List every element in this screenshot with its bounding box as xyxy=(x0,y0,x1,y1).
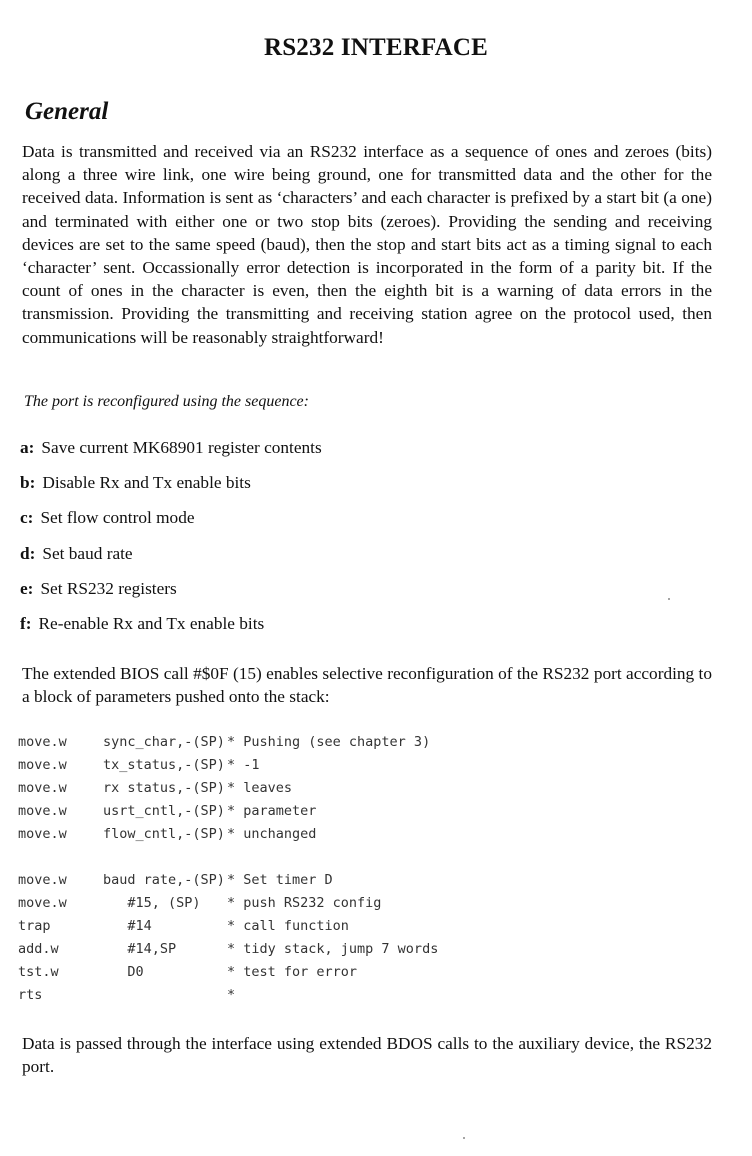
list-item xyxy=(20,506,322,541)
code-instr: add.w xyxy=(18,941,59,958)
code-operand: rx status,-(SP) xyxy=(103,780,225,797)
code-comment: * -1 xyxy=(227,757,260,774)
step-text: Set baud rate xyxy=(42,543,133,563)
sequence-intro: The port is reconfigured using the sequence: xyxy=(24,393,309,410)
code-operand: #15, (SP) xyxy=(103,895,201,912)
code-comment: * Set timer D xyxy=(227,872,333,888)
paragraph-bios-call: The extended BIOS call #$0F (15) enables selective reconfiguration of the RS232 port according to a block of parameters pushed onto the stack: xyxy=(22,664,712,707)
code-instr: move.w xyxy=(18,757,67,774)
code-instr: rts xyxy=(18,987,43,1004)
step-text: Save current MK68901 register contents xyxy=(41,438,322,457)
scan-speck xyxy=(463,1137,465,1139)
reconfiguration-steps xyxy=(20,436,322,647)
paragraph-bdos-calls: Data is passed through the interface using extended BDOS calls to the auxiliary device, the RS232 port. xyxy=(22,1034,712,1077)
code-comment: * call function xyxy=(227,918,349,935)
code-operand: tx_status,-(SP) xyxy=(103,757,225,774)
code-instr: move.w xyxy=(18,872,67,888)
code-comment: * push RS232 config xyxy=(227,895,382,912)
code-comment: * test for error xyxy=(227,964,358,981)
step-key: c: xyxy=(20,508,34,528)
code-instr: move.w xyxy=(18,780,67,797)
step-key: e: xyxy=(20,578,34,598)
code-instr: trap xyxy=(18,918,51,935)
scan-speck xyxy=(668,598,670,600)
step-key: d: xyxy=(20,543,36,563)
code-operand: #14 xyxy=(103,918,152,935)
code-instr: move.w xyxy=(18,826,67,843)
page-title: RS232 INTERFACE xyxy=(263,34,489,61)
list-item xyxy=(20,612,322,647)
step-key: f: xyxy=(20,613,32,633)
list-item xyxy=(20,542,322,577)
step-key: b: xyxy=(20,473,36,493)
code-comment: * tidy stack, jump 7 words xyxy=(227,941,439,958)
code-instr: move.w xyxy=(18,895,67,912)
step-key: a: xyxy=(20,438,35,457)
code-operand: #14,SP xyxy=(103,941,177,958)
code-comment: * xyxy=(227,987,236,1004)
code-operand: sync_char,-(SP) xyxy=(103,734,225,750)
code-comment: * parameter xyxy=(227,803,317,820)
code-comment: * Pushing (see chapter 3) xyxy=(227,734,431,750)
code-comment: * leaves xyxy=(227,780,293,797)
list-item xyxy=(20,471,322,506)
code-operand: usrt_cntl,-(SP) xyxy=(103,803,225,820)
step-text: Set RS232 registers xyxy=(40,578,177,598)
step-text: Re-enable Rx and Tx enable bits xyxy=(38,613,265,633)
step-text: Set flow control mode xyxy=(40,508,195,528)
code-instr: move.w xyxy=(18,734,67,750)
step-text: Disable Rx and Tx enable bits xyxy=(42,473,251,493)
list-item xyxy=(20,577,322,612)
code-operand: D0 xyxy=(103,964,144,981)
section-heading: General xyxy=(25,98,109,125)
code-instr: tst.w xyxy=(18,964,59,981)
paragraph-rs232-overview: Data is transmitted and received via an RS232 interface as a sequence of ones and zeroes (bits) along a three wire link, one wire being ground, one for transmitted data and the other for the received data. Information is sent as ‘characters’ and each character is prefixed by a start bit (a one) and terminated with either one or two stop bits (zeroes). Providing the sending and receiving devices are set to the same speed (baud), then the stop and start bits act as a timing signal to each ‘character’ sent. Occassionally error detection is incorporated in the form of a parity bit. If the count of ones in the character is even, then the eighth bit is a warning of data errors in the transmission. Providing the transmitting and receiving station agree on the protocol used, then communications will be reasonably straightforward! xyxy=(22,142,712,347)
list-item xyxy=(20,436,322,471)
code-operand: flow_cntl,-(SP) xyxy=(103,826,225,843)
code-instr: move.w xyxy=(18,803,67,820)
code-operand: baud rate,-(SP) xyxy=(103,872,225,888)
code-comment: * unchanged xyxy=(227,826,317,843)
